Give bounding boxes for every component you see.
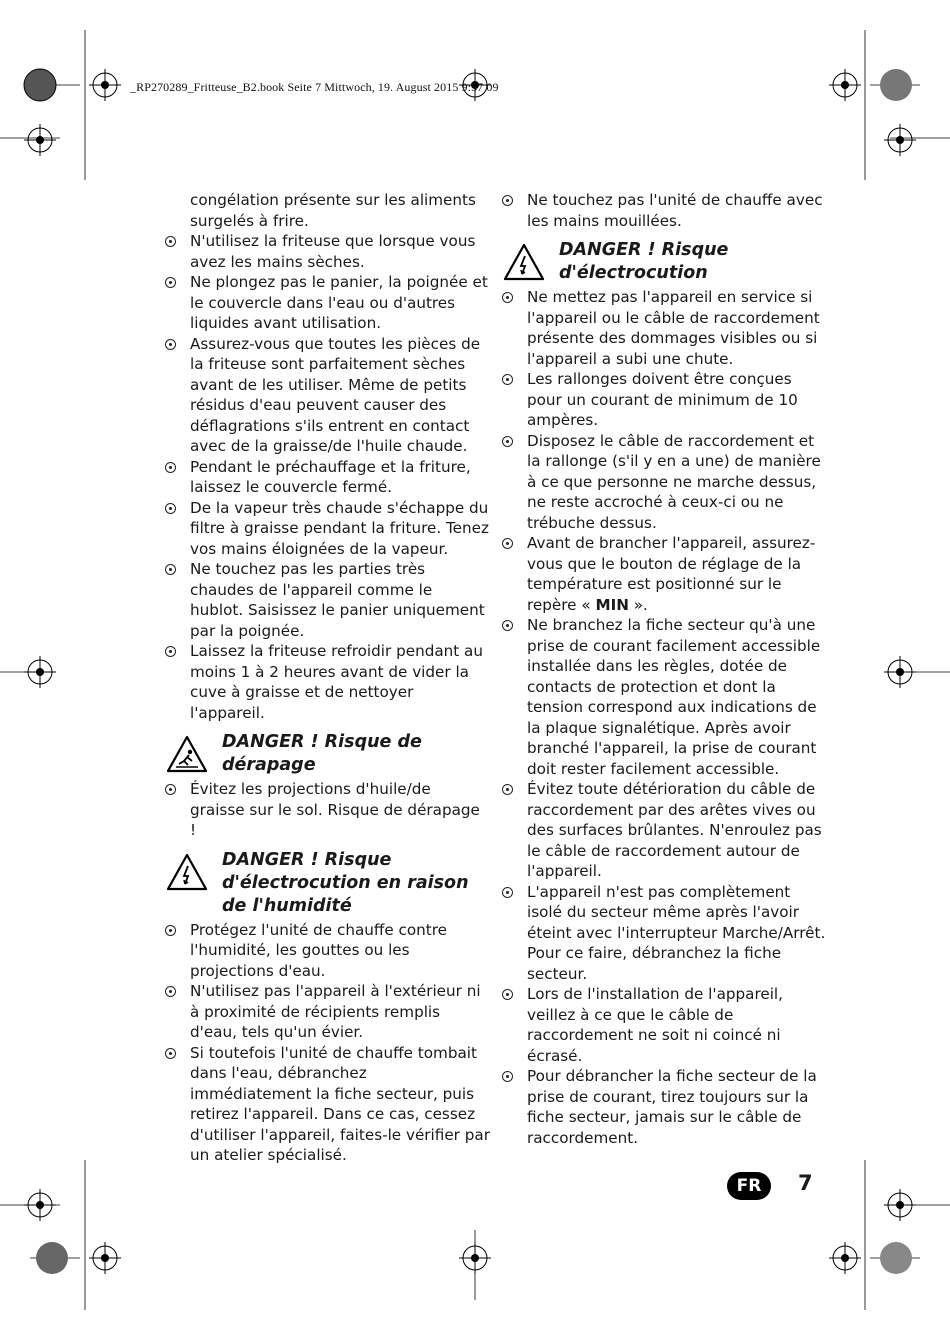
list-item: Si toutefois l'unité de chauffe tombait dans l'eau, débranchez immédiatement la fiche secteur, puis retirez l'appareil. Dans ce cas, cessez d'utiliser l'appareil, faites-le vérifier par un atelier spécialisé. [160,1043,490,1166]
right-column [497,190,827,1148]
list-item: Évitez les projections d'huile/de graisse sur le sol. Risque de dérapage ! [160,779,490,841]
list-item: Ne branchez la fiche secteur qu'à une prise de courant facilement accessible installée dans les règles, dotée de contacts de protection et dont la tension correspond aux indications de la plaque signalétique. Après avoir branché l'appareil, la prise de courant doit rester facilement accessible. [497,615,827,779]
bullet-icon [165,339,176,350]
bullet-icon [502,436,513,447]
electric-warning-icon [503,243,545,281]
bullet-icon [502,620,513,631]
bullet-icon [165,564,176,575]
electric-warning-icon [166,853,208,891]
list-item: Protégez l'unité de chauffe contre l'humidité, les gouttes ou les projections d'eau. [160,920,490,982]
bullet-icon [165,462,176,473]
bullet-icon [502,784,513,795]
list-item: Ne plongez pas le panier, la poignée et le couvercle dans l'eau ou d'autres liquides avant utilisation. [160,272,490,334]
print-header: _RP270289_Fritteuse_B2.book Seite 7 Mittwoch, 19. August 2015 9:57 09 [130,80,499,94]
bullet-icon [502,292,513,303]
continued-text: congélation présente sur les aliments surgelés à frire. [190,191,476,230]
page-number: 7 [798,1171,813,1195]
bullet-icon [502,374,513,385]
bullet-icon [165,986,176,997]
list-item: Pour débrancher la fiche secteur de la prise de courant, tirez toujours sur la fiche secteur, jamais sur le câble de raccordement. [497,1066,827,1148]
list-item: Les rallonges doivent être conçues pour un courant de minimum de 10 ampères. [497,369,827,431]
bullet-list-general [160,231,490,723]
list-item: De la vapeur très chaude s'échappe du filtre à graisse pendant la friture. Tenez vos mains éloignées de la vapeur. [160,498,490,560]
bullet-icon [502,538,513,549]
list-item: N'utilisez pas l'appareil à l'extérieur ni à proximité de récipients remplis d'eau, tels qu'un évier. [160,981,490,1043]
list-item: Assurez-vous que toutes les pièces de la friteuse sont parfaitement sèches avant de les utiliser. Même de petits résidus d'eau peuvent causer des déflagrations s'ils entrent en contact avec de la graisse/de l'huile chaude. [160,334,490,457]
danger-electrocution-heading: DANGER ! Risque d'électrocution [497,239,827,285]
list-item: Laissez la friteuse refroidir pendant au moins 1 à 2 heures avant de vider la cuve à graisse et de nettoyer l'appareil. [160,641,490,723]
list-item: Ne touchez pas l'unité de chauffe avec les mains mouillées. [497,190,827,231]
bullet-icon [165,646,176,657]
list-item: Disposez le câble de raccordement et la rallonge (s'il y en a une) de manière à ce que personne ne marche dessus, ne reste accroché à ceux-ci ou ne trébuche dessus. [497,431,827,534]
min-label: MIN [595,595,629,614]
list-item: Avant de brancher l'appareil, assurez-vous que le bouton de réglage de la température est positionné sur le repère « MIN ». [497,533,827,615]
bullet-icon [502,989,513,1000]
bullet-icon [165,503,176,514]
language-badge: FR [727,1172,771,1200]
danger-humidity-heading: DANGER ! Risque d'électrocution en raison de l'humidité [160,849,490,918]
list-item: L'appareil n'est pas complètement isolé du secteur même après l'avoir éteint avec l'interrupteur Marche/Arrêt. Pour ce faire, débranchez la fiche secteur. [497,882,827,985]
bullet-icon [502,1071,513,1082]
list-item: N'utilisez la friteuse que lorsque vous avez les mains sèches. [160,231,490,272]
bullet-icon [165,277,176,288]
danger-slip-heading: DANGER ! Risque de dérapage [160,731,490,777]
bullet-icon [165,784,176,795]
bullet-icon [165,1048,176,1059]
bullet-icon [502,887,513,898]
bullet-icon [165,236,176,247]
bullet-icon [502,195,513,206]
list-item: Ne mettez pas l'appareil en service si l'appareil ou le câble de raccordement présente des dommages visibles ou si l'appareil a subi une chute. [497,287,827,369]
left-column [160,190,490,1166]
list-item: Évitez toute détérioration du câble de raccordement par des arêtes vives ou des surfaces brûlantes. N'enroulez pas le câble de raccordement autour de l'appareil. [497,779,827,882]
list-item: Ne touchez pas les parties très chaudes de l'appareil comme le hublot. Saisissez le panier uniquement par la poignée. [160,559,490,641]
slip-warning-icon [166,735,208,773]
list-item: Pendant le préchauffage et la friture, laissez le couvercle fermé. [160,457,490,498]
bullet-icon [165,925,176,936]
list-item: Lors de l'installation de l'appareil, veillez à ce que le câble de raccordement ne soit ni coincé ni écrasé. [497,984,827,1066]
